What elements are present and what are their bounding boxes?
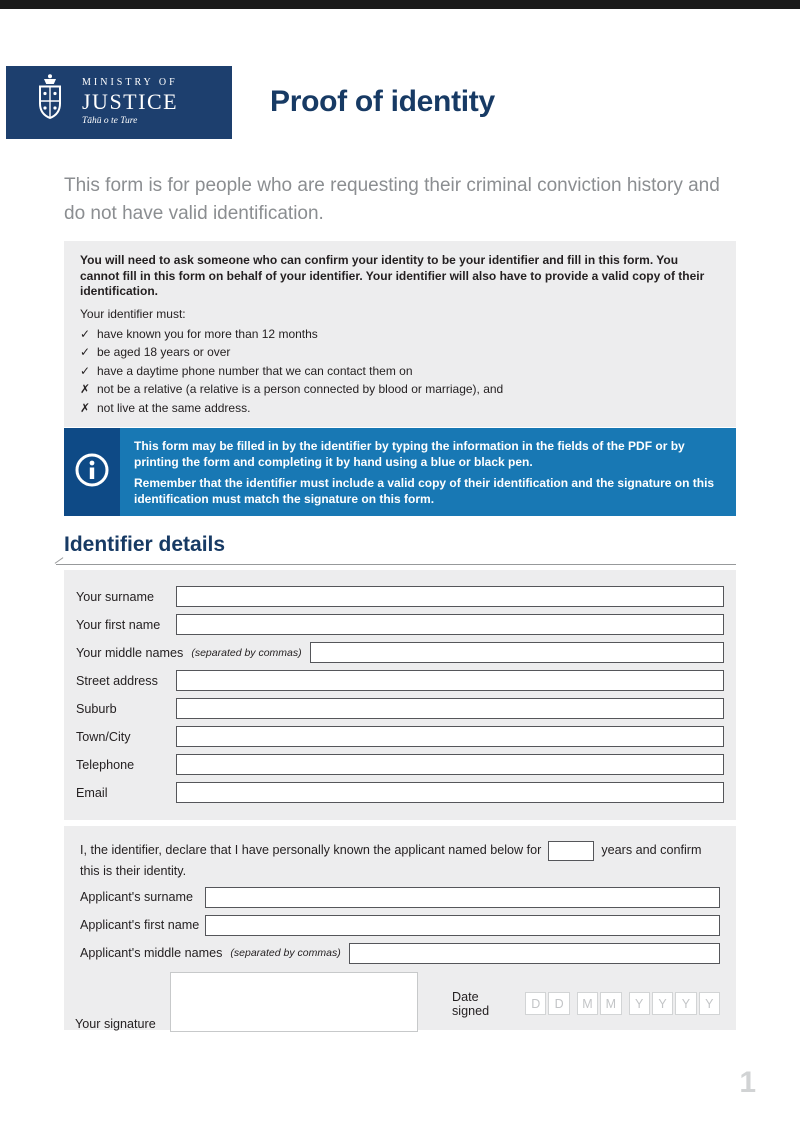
info-box-text [120,428,736,516]
form-row [76,642,724,663]
cross-icon: ✗ [80,400,91,415]
field-label: Applicant's first name [80,918,200,933]
field-label: Email [76,785,108,800]
declaration-form [64,826,736,1030]
requirement-text: not live at the same address. [97,400,251,415]
nz-coat-of-arms-icon [32,73,68,132]
date-digit-box-month2[interactable]: M [600,992,621,1015]
date-digit-box-year4[interactable]: Y [699,992,720,1015]
declaration-text-before: I, the identifier, declare that I have personally known the applicant named below for [80,843,542,857]
info-icon [74,452,110,493]
page-number: 1 [739,1066,756,1099]
section-heading-identifier-details: Identifier details [64,533,226,556]
declaration-text [80,840,720,881]
street-address-input[interactable] [176,670,724,691]
field-label: Street address [76,673,158,688]
applicant-surname-input[interactable] [205,887,720,908]
logo-justice: JUSTICE [82,89,179,115]
date-digit-box-day1[interactable]: D [525,992,546,1015]
suburb-input[interactable] [176,698,724,719]
form-row [76,670,724,691]
field-label: Your surname [76,589,154,604]
top-bar [0,0,800,9]
info-icon-panel [64,428,120,516]
date-digit-box-year1[interactable]: Y [629,992,650,1015]
check-icon: ✓ [80,363,91,378]
form-row [80,943,720,964]
requirement-item [80,401,720,415]
page-title: Proof of identity [270,85,495,118]
form-row [76,782,724,803]
your-surname-input[interactable] [176,586,724,607]
logo-maori-name: Tāhū o te Ture [82,116,138,127]
years-known-input[interactable] [548,841,594,861]
email-input[interactable] [176,782,724,803]
field-note: (separated by commas) [230,947,341,960]
field-note: (separated by commas) [191,646,302,659]
date-signed-area [452,990,720,1018]
form-row [80,887,720,908]
info-paragraph-2: Remember that the identifier must include a valid copy of their identification and the signature on this identification must match the signature on this form. [134,476,715,506]
form-row [76,586,724,607]
telephone-input[interactable] [176,754,724,775]
check-icon: ✓ [80,345,91,359]
requirement-text: have known you for more than 12 months [97,326,318,341]
requirement-text: have a daytime phone number that we can contact them on [97,363,413,378]
requirement-text: not be a relative (a relative is a person connected by blood or marriage), and [97,382,504,396]
requirement-item [80,327,720,341]
date-digit-box-year3[interactable]: Y [675,992,696,1015]
field-label: Applicant's middle names [80,946,223,961]
field-label: Applicant's surname [80,890,194,905]
moj-logo-text [82,78,178,127]
cross-icon: ✗ [80,382,91,396]
signature-box[interactable] [170,972,418,1032]
requirement-item [80,345,720,359]
requirements-list-heading: Your identifier must: [80,306,186,321]
requirements-list [80,327,720,415]
moj-logo [6,66,232,139]
declaration-text-after: years and confirm this is their identity. [80,843,702,878]
your-first-name-input[interactable] [176,614,724,635]
your-middle-names-input[interactable] [310,642,724,663]
form-row [76,754,724,775]
applicant-first-name-input[interactable] [205,915,720,936]
date-signed-label: Date signed [452,989,490,1018]
check-icon: ✓ [80,326,91,341]
requirements-box [64,241,736,427]
logo-ministry-of: MINISTRY OF [82,77,178,89]
info-box [64,428,736,516]
form-row [76,698,724,719]
signature-label: Your signature [75,1016,156,1031]
form-row [76,726,724,747]
field-label: Your middle names [76,645,184,660]
requirement-item [80,382,720,396]
field-label: Town/City [76,729,131,744]
date-digit-box-year2[interactable]: Y [652,992,673,1015]
section-divider [56,564,736,565]
info-paragraph-1: This form may be filled in by the identifier by typing the information in the fields of the PDF or by printing the form and completing it by hand using a blue or black pen. [134,439,685,469]
signature-row [75,972,720,1034]
date-digit-box-month1[interactable]: M [577,992,598,1015]
applicant-middle-names-input[interactable] [349,943,720,964]
field-label: Telephone [76,757,135,772]
date-digit-box-day2[interactable]: D [548,992,569,1015]
requirement-item [80,364,720,378]
field-label: Your first name [76,617,161,632]
intro-text: This form is for people who are requesting their criminal conviction history and do not have valid identification. [64,175,720,224]
form-row [80,915,720,936]
town-city-input[interactable] [176,726,724,747]
identifier-details-form [64,570,736,820]
requirements-bold-text: You will need to ask someone who can confirm your identity to be your identifier and fill in this form. You cannot fill in this form on behalf of your identifier. Your identifier will also have to provide a valid copy of their identification. [80,253,705,298]
form-row [76,614,724,635]
requirement-text: be aged 18 years or over [97,345,231,359]
field-label: Suburb [76,701,117,716]
